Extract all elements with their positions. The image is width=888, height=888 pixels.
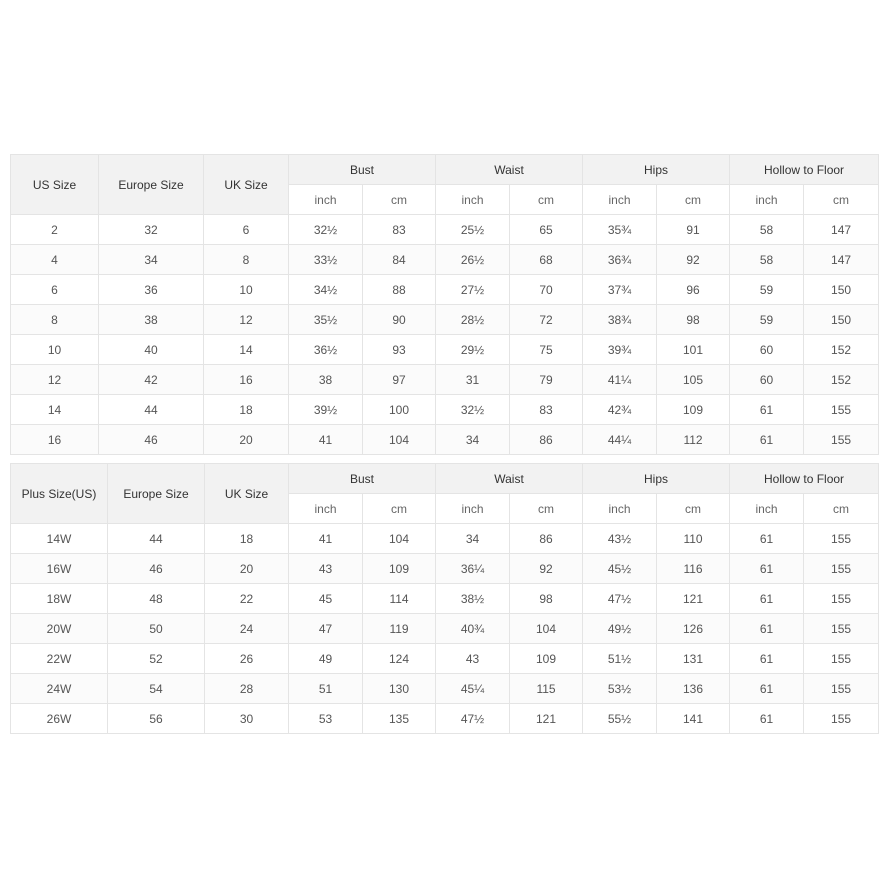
table-cell: 41: [289, 524, 363, 554]
table-cell: 83: [510, 395, 583, 425]
table-cell: 147: [804, 245, 879, 275]
table-cell: 60: [730, 335, 804, 365]
table-cell: 72: [510, 305, 583, 335]
table-cell: 36¼: [436, 554, 510, 584]
table-cell: 24: [205, 614, 289, 644]
header-hips: Hips: [583, 464, 730, 494]
table-cell: 90: [363, 305, 436, 335]
table-cell: 155: [804, 644, 879, 674]
table-header-row: [11, 464, 879, 494]
table-row: [11, 365, 879, 395]
table-cell: 86: [510, 425, 583, 455]
table-row: [11, 425, 879, 455]
size-chart-table-plus: [10, 463, 879, 734]
table-cell: 41¼: [583, 365, 657, 395]
unit-label: inch: [583, 494, 657, 524]
table-cell: 33½: [289, 245, 363, 275]
table-cell: 92: [657, 245, 730, 275]
header-uk-size: UK Size: [205, 464, 289, 524]
table-cell: 93: [363, 335, 436, 365]
header-waist: Waist: [436, 464, 583, 494]
table-cell: 10: [11, 335, 99, 365]
unit-label: inch: [730, 494, 804, 524]
table-cell: 16W: [11, 554, 108, 584]
header-hips: Hips: [583, 155, 730, 185]
table-cell: 36¾: [583, 245, 657, 275]
table-cell: 96: [657, 275, 730, 305]
table-cell: 48: [108, 584, 205, 614]
header-europe-size: Europe Size: [99, 155, 204, 215]
table-cell: 53: [289, 704, 363, 734]
table-cell: 152: [804, 365, 879, 395]
header-waist: Waist: [436, 155, 583, 185]
table-cell: 97: [363, 365, 436, 395]
table-cell: 58: [730, 245, 804, 275]
table-cell: 8: [11, 305, 99, 335]
unit-label: cm: [804, 185, 879, 215]
table-cell: 26W: [11, 704, 108, 734]
table-cell: 84: [363, 245, 436, 275]
table-cell: 131: [657, 644, 730, 674]
unit-label: inch: [583, 185, 657, 215]
table-cell: 112: [657, 425, 730, 455]
table-cell: 34: [99, 245, 204, 275]
table-cell: 40: [99, 335, 204, 365]
table-row: [11, 674, 879, 704]
table-cell: 92: [510, 554, 583, 584]
table-cell: 61: [730, 674, 804, 704]
table-cell: 130: [363, 674, 436, 704]
table-cell: 26: [205, 644, 289, 674]
table-cell: 52: [108, 644, 205, 674]
table-cell: 61: [730, 395, 804, 425]
table-cell: 38: [289, 365, 363, 395]
table-cell: 43½: [583, 524, 657, 554]
table-cell: 56: [108, 704, 205, 734]
table-cell: 136: [657, 674, 730, 704]
table-cell: 36: [99, 275, 204, 305]
table-cell: 119: [363, 614, 436, 644]
table-cell: 101: [657, 335, 730, 365]
table-cell: 147: [804, 215, 879, 245]
unit-label: inch: [289, 185, 363, 215]
table-cell: 32½: [289, 215, 363, 245]
table-cell: 104: [363, 524, 436, 554]
table-cell: 150: [804, 305, 879, 335]
unit-label: cm: [657, 494, 730, 524]
table-cell: 61: [730, 584, 804, 614]
table-cell: 18W: [11, 584, 108, 614]
table-cell: 36½: [289, 335, 363, 365]
header-bust: Bust: [289, 155, 436, 185]
table-cell: 86: [510, 524, 583, 554]
table-cell: 47½: [436, 704, 510, 734]
unit-label: inch: [436, 185, 510, 215]
table-cell: 31: [436, 365, 510, 395]
table-cell: 55½: [583, 704, 657, 734]
table-cell: 49½: [583, 614, 657, 644]
table-cell: 61: [730, 425, 804, 455]
table-cell: 34½: [289, 275, 363, 305]
unit-label: cm: [510, 494, 583, 524]
table-cell: 28½: [436, 305, 510, 335]
table-cell: 98: [657, 305, 730, 335]
table-cell: 28: [205, 674, 289, 704]
table-cell: 155: [804, 425, 879, 455]
table-cell: 47½: [583, 584, 657, 614]
table-cell: 42¾: [583, 395, 657, 425]
table-cell: 38¾: [583, 305, 657, 335]
table-cell: 30: [205, 704, 289, 734]
table-cell: 45¼: [436, 674, 510, 704]
table-cell: 18: [204, 395, 289, 425]
table-cell: 14: [11, 395, 99, 425]
table-cell: 20W: [11, 614, 108, 644]
table-cell: 109: [363, 554, 436, 584]
table-cell: 104: [510, 614, 583, 644]
table-cell: 124: [363, 644, 436, 674]
table-cell: 6: [11, 275, 99, 305]
table-cell: 155: [804, 554, 879, 584]
table-cell: 155: [804, 704, 879, 734]
header-europe-size: Europe Size: [108, 464, 205, 524]
table-cell: 39¾: [583, 335, 657, 365]
table-cell: 155: [804, 614, 879, 644]
table-cell: 98: [510, 584, 583, 614]
table-cell: 155: [804, 674, 879, 704]
table-cell: 61: [730, 704, 804, 734]
table-cell: 152: [804, 335, 879, 365]
table-cell: 70: [510, 275, 583, 305]
table-cell: 2: [11, 215, 99, 245]
table-cell: 116: [657, 554, 730, 584]
table-cell: 40¾: [436, 614, 510, 644]
table-cell: 114: [363, 584, 436, 614]
table-cell: 4: [11, 245, 99, 275]
header-hollow-to-floor: Hollow to Floor: [730, 155, 879, 185]
table-header-row: [11, 155, 879, 185]
table-row: [11, 245, 879, 275]
table-cell: 41: [289, 425, 363, 455]
table-cell: 105: [657, 365, 730, 395]
table-cell: 150: [804, 275, 879, 305]
table-cell: 58: [730, 215, 804, 245]
unit-label: cm: [510, 185, 583, 215]
table-cell: 22W: [11, 644, 108, 674]
table-cell: 46: [108, 554, 205, 584]
table-row: [11, 554, 879, 584]
table-cell: 46: [99, 425, 204, 455]
table-cell: 121: [510, 704, 583, 734]
table-cell: 54: [108, 674, 205, 704]
table-cell: 110: [657, 524, 730, 554]
table-cell: 14: [204, 335, 289, 365]
table-cell: 32: [99, 215, 204, 245]
table-cell: 104: [363, 425, 436, 455]
table-cell: 8: [204, 245, 289, 275]
table-cell: 10: [204, 275, 289, 305]
table-cell: 32½: [436, 395, 510, 425]
table-cell: 65: [510, 215, 583, 245]
table-cell: 43: [436, 644, 510, 674]
table-row: [11, 584, 879, 614]
table-cell: 141: [657, 704, 730, 734]
table-cell: 83: [363, 215, 436, 245]
unit-label: cm: [804, 494, 879, 524]
table-cell: 14W: [11, 524, 108, 554]
unit-label: cm: [657, 185, 730, 215]
header-hollow-to-floor: Hollow to Floor: [730, 464, 879, 494]
table-cell: 88: [363, 275, 436, 305]
size-chart-table-regular: [10, 154, 879, 455]
table-row: [11, 395, 879, 425]
header-bust: Bust: [289, 464, 436, 494]
table-cell: 50: [108, 614, 205, 644]
table-cell: 35¾: [583, 215, 657, 245]
table-cell: 18: [205, 524, 289, 554]
table-cell: 45½: [583, 554, 657, 584]
table-row: [11, 644, 879, 674]
table-cell: 34: [436, 524, 510, 554]
table-cell: 75: [510, 335, 583, 365]
table-row: [11, 305, 879, 335]
table-cell: 45: [289, 584, 363, 614]
unit-label: inch: [730, 185, 804, 215]
table-cell: 155: [804, 584, 879, 614]
table-cell: 43: [289, 554, 363, 584]
table-cell: 61: [730, 554, 804, 584]
table-cell: 44: [108, 524, 205, 554]
unit-label: cm: [363, 185, 436, 215]
table-cell: 121: [657, 584, 730, 614]
table-cell: 51½: [583, 644, 657, 674]
table-cell: 49: [289, 644, 363, 674]
table-cell: 35½: [289, 305, 363, 335]
table-cell: 59: [730, 305, 804, 335]
unit-label: cm: [363, 494, 436, 524]
table-cell: 126: [657, 614, 730, 644]
table-cell: 100: [363, 395, 436, 425]
table-cell: 109: [657, 395, 730, 425]
table-cell: 68: [510, 245, 583, 275]
table-cell: 37¾: [583, 275, 657, 305]
table-cell: 22: [205, 584, 289, 614]
table-cell: 42: [99, 365, 204, 395]
table-cell: 12: [204, 305, 289, 335]
table-row: [11, 524, 879, 554]
table-row: [11, 335, 879, 365]
table-cell: 155: [804, 395, 879, 425]
table-cell: 60: [730, 365, 804, 395]
table-cell: 135: [363, 704, 436, 734]
table-cell: 51: [289, 674, 363, 704]
table-cell: 91: [657, 215, 730, 245]
table-cell: 29½: [436, 335, 510, 365]
table-cell: 12: [11, 365, 99, 395]
table-row: [11, 704, 879, 734]
unit-label: inch: [436, 494, 510, 524]
table-cell: 59: [730, 275, 804, 305]
table-cell: 38: [99, 305, 204, 335]
table-cell: 16: [11, 425, 99, 455]
table-cell: 79: [510, 365, 583, 395]
table-cell: 27½: [436, 275, 510, 305]
table-cell: 44¼: [583, 425, 657, 455]
table-cell: 47: [289, 614, 363, 644]
table-cell: 115: [510, 674, 583, 704]
table-cell: 24W: [11, 674, 108, 704]
table-cell: 16: [204, 365, 289, 395]
table-cell: 61: [730, 524, 804, 554]
table-cell: 109: [510, 644, 583, 674]
table-row: [11, 275, 879, 305]
table-cell: 25½: [436, 215, 510, 245]
table-row: [11, 215, 879, 245]
table-cell: 155: [804, 524, 879, 554]
unit-label: inch: [289, 494, 363, 524]
table-cell: 20: [204, 425, 289, 455]
header-size-label: US Size: [11, 155, 99, 215]
table-cell: 39½: [289, 395, 363, 425]
table-cell: 20: [205, 554, 289, 584]
table-cell: 38½: [436, 584, 510, 614]
table-cell: 34: [436, 425, 510, 455]
header-size-label: Plus Size(US): [11, 464, 108, 524]
header-uk-size: UK Size: [204, 155, 289, 215]
table-cell: 61: [730, 614, 804, 644]
table-cell: 61: [730, 644, 804, 674]
table-row: [11, 614, 879, 644]
table-cell: 53½: [583, 674, 657, 704]
table-cell: 6: [204, 215, 289, 245]
table-cell: 44: [99, 395, 204, 425]
table-cell: 26½: [436, 245, 510, 275]
